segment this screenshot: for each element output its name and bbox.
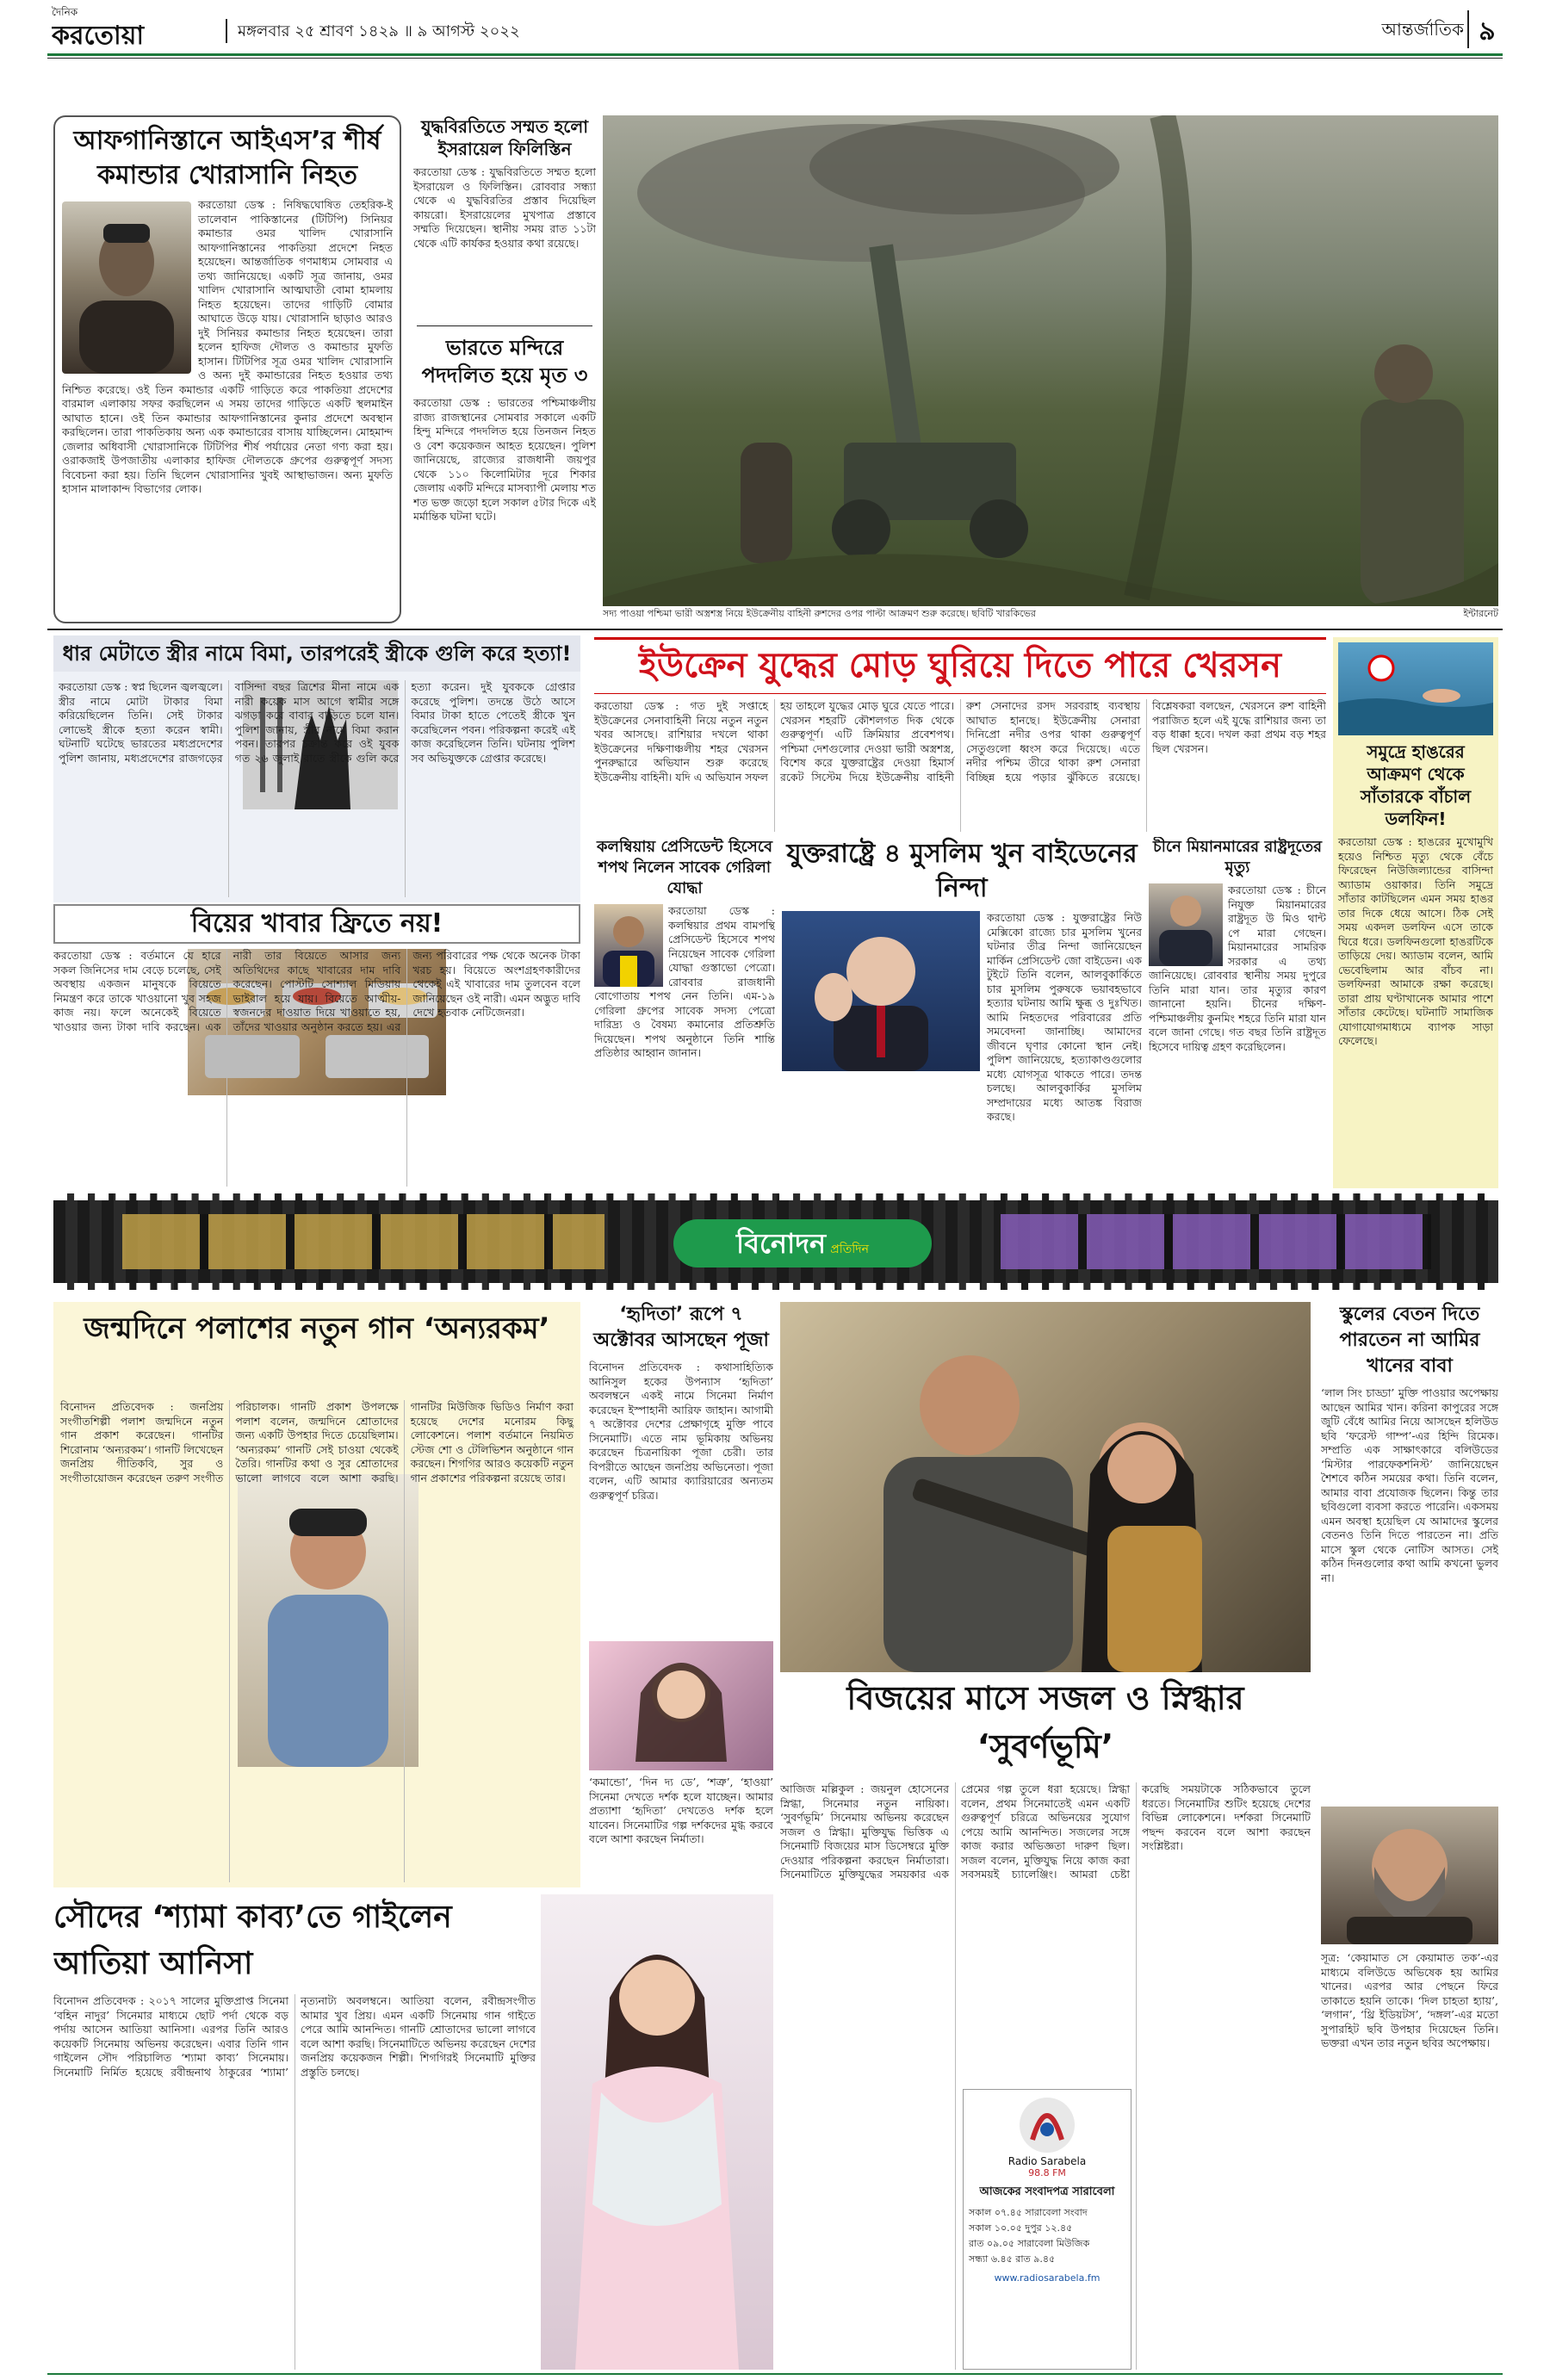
colombia-photo — [594, 904, 663, 987]
food-body: করতোয়া ডেস্ক : বর্তমানে যে হারে সকল জিনিসের দাম বেড়ে চলেছে, সেই অবস্থায় একজন মানুষকে বিয়েতে নিমন্ত্রণ করে তাকে খাওয়ানো খুব সহজ কাজ নয়। ফলে অনেকেই বিয়েতে খাওয়ার জন্য টাকা দাবি করছেন। এক নারী তার বিয়েতে আসার জন্য অতিথিদের কাছে খাবারের দাম দাবি করেছেন। পোস্টটি সোশ্যাল মিডিয়ায় ভাইরাল হয়ে যায়। বিয়েতে আত্মীয়-স্বজনদের দাওয়াত দিয়ে খাওয়াতে হয়, তাঁদের খাওয়ার অনুষ্ঠান করতে হয়। এর জন্য পরিবারের পক্ষ থেকে অনেক টাকা খরচ হয়। বিয়েতে অংশগ্রহণকারীদের থেকেই এই খাবারের দাম তুলবেন বলে জানিয়েছেন ওই নারী। এমন অদ্ভুত দাবি দেখে হতবাক নেটিজেনরা। — [53, 949, 580, 1033]
shark-headline: সমুদ্রে হাঙরের আক্রমণ থেকে সাঁতারকে বাঁচাল ডলফিন! — [1360, 741, 1472, 829]
film-frames — [122, 1214, 604, 1269]
masthead-rule-thin — [47, 58, 1503, 59]
atia-body: বিনোদন প্রতিবেদক : ২০১৭ সালের মুক্তিপ্রাপ্ত সিনেমা ‘বহিন নাদুর’ সিনেমার মাধ্যমে ছোট পর্দা থেকে বড় পর্দায় আসেন আতিয়া আনিসা। এরপর তিনি আরও কয়েকটি সিনেমায় অভিনয় করেছেন। এবার তিনি গান গাইলেন সৌদ পরিচালিত ‘শ্যামা কাব্য’ সিনেমায়। সিনেমাটি নির্মিত হয়েছে রবীন্দ্রনাথ ঠাকুরের ‘শ্যামা’ নৃত্যনাট্য অবলম্বনে। আতিয়া বলেন, রবীন্দ্রসংগীত আমার খুব প্রিয়। এমন একটি সিনেমায় গান গাইতে পেরে আমি আনন্দিত। গানটি শ্রোতাদের ভালো লাগবে বলে আশা করছি। সিনেমাটিতে অভিনয় করেছেন দেশের জনপ্রিয় কয়েকজন শিল্পী। শিগগিরই সিনেমাটি মুক্তির প্রস্তুতি চলছে। — [53, 1994, 536, 2079]
masthead-rule — [47, 53, 1503, 56]
artillery-caption: সদ্য পাওয়া পশ্চিমা ভারী অস্ত্রশস্ত্র নিয়ে ইউক্রেনীয় বাহিনী রুশদের ওপর পাল্টা আক্রমণ শুরু করেছে। ছবিটি খারকিভের — [603, 608, 1036, 619]
page-number: ৯ — [1467, 10, 1505, 48]
afghan-photo — [62, 201, 191, 374]
aamir-portrait-icon — [1321, 1807, 1498, 1944]
logo-text: করতোয়া — [52, 21, 145, 50]
biden-portrait-icon — [782, 911, 980, 1071]
puja-body: বিনোদন প্রতিবেদক : কথাসাহিত্যিক আনিসুল হকের উপন্যাস ‘হৃদিতা’ অবলম্বনে একই নামে সিনেমা নির্মাণ করেছেন ইস্পাহানী আরিফ জাহান। আগামী ৭ অক্টোবর দেশের প্রেক্ষাগৃহে মুক্তি পাবে সিনেমাটি। এতে নাম ভূমিকায় অভিনয় করেছেন চিত্রনায়িকা পূজা চেরী। তার বিপরীতে আছেন জনপ্রিয় অভিনেতা। পূজা বলেন, এটি আমার ক্যারিয়ারের অন্যতম গুরুত্বপূর্ণ চরিত্র। — [589, 1360, 773, 1502]
puja-body-2: ‘কমান্ডো’, ‘দিন দ্য ডে’, ‘শত্রু’, ‘হাওয়া’ সিনেমা দেখতে দর্শক হলে যাচ্ছেন। আমার প্রত্যাশা ‘হৃদিতা’ দেখতেও দর্শক হলে যাবেন। সিনেমাটির গল্প দর্শকদের মুগ্ধ করবে বলে আশা করছেন নির্মাতা। — [589, 1776, 773, 1845]
radio-name: Radio Sarabela — [1008, 2155, 1087, 2167]
ceasefire-divider — [417, 325, 592, 326]
entertainment-banner — [53, 1193, 1498, 1290]
shark-body: করতোয়া ডেস্ক : হাঙরের মুখোমুখি হয়েও নিশ্চিত মৃত্যু থেকে বেঁচে ফিরেছেন নিউজিল্যান্ডের বাসিন্দা অ্যাডাম ওয়াকার। তিনি সমুদ্রে সাঁতার কাটছিলেন এমন সময় হাঙর তার দিকে ধেয়ে আসে। ঠিক সেই সময় একদল ডলফিন এসে তাকে ঘিরে ধরে। ডলফিনগুলো হাঙরটিকে তাড়িয়ে দেয়। অ্যাডাম বলেন, আমি ভেবেছিলাম আর বাঁচব না। ডলফিনরা আমাকে রক্ষা করেছে। তারা প্রায় ঘণ্টাখানেক আমার পাশে সাঁতার কেটেছে। ঘটনাটি সামাজিক যোগাযোগমাধ্যমে ব্যাপক সাড়া ফেলেছে। — [1338, 835, 1493, 1047]
afghan-headline: আফগানিস্তানে আইএস’র শীর্ষ কমান্ডার খোরাসানি নিহত — [73, 126, 381, 190]
banner-label-box — [673, 1219, 932, 1267]
masthead — [0, 0, 1550, 53]
aamir-body: ‘লাল সিং চাড্ডা’ মুক্তি পাওয়ার অপেক্ষায় আছেন আমির খান। করিনা কাপুরের সঙ্গে জুটি বেঁধে আমির নিয়ে আসছেন হলিউড ছবি ‘ফরেস্ট গাম্প’-এর হিন্দি রিমেক। সম্প্রতি এক সাক্ষাৎকারে বলিউডের ‘মিস্টার পারফেকশনিস্ট’ জানিয়েছেন শৈশবে কঠিন সময়ের কথা। তিনি বলেন, আমার বাবা প্রযোজক ছিলেন। কিন্তু তার ছবিগুলো ব্যবসা করতে পারেনি। একসময় এমন অবস্থা হয়েছিল যে আমাদের স্কুলের বেতনও তিনি দিতে পারতেন না। প্রতি মাসে স্কুল থেকে নোটিস আসত। সেই কঠিন দিনগুলোর কথা আমি কখনো ভুলব না। — [1321, 1386, 1498, 1584]
ambassador-portrait-icon — [1149, 883, 1223, 966]
biden-story — [782, 837, 1142, 1188]
food-story — [53, 904, 580, 1188]
film-still-illustration — [780, 1302, 1311, 1672]
section-rule-1 — [47, 629, 1503, 630]
palash-body: বিনোদন প্রতিবেদক : জনপ্রিয় সংগীতশিল্পী পলাশ জন্মদিনে নতুন গান প্রকাশ করেছেন। গানটির শিরোনাম ‘অন্যরকম’। গানটি লিখেছেন জনপ্রিয় গীতিকবি, সুর ও সংগীতায়োজন করেছেন তরুণ সংগীত পরিচালক। গানটি প্রকাশ উপলক্ষে পলাশ বলেন, জন্মদিনে শ্রোতাদের জন্য একটি উপহার দিতে চেয়েছিলাম। ‘অন্যরকম’ গানটি সেই চাওয়া থেকেই তৈরি। গানটির কথা ও সুর শ্রোতাদের ভালো লাগবে বলে আশা করছি। গানটির মিউজিক ভিডিও নির্মাণ করা হয়েছে দেশের মনোরম কিছু লোকেশনে। পলাশ বর্তমানে নিয়মিত স্টেজ শো ও টেলিভিশন অনুষ্ঠানে গান করছেন। শিগগির আরও কয়েকটি নতুন গান প্রকাশের পরিকল্পনা রয়েছে তার। — [60, 1400, 574, 1484]
myanmar-photo — [1149, 883, 1223, 966]
insurance-body: করতোয়া ডেস্ক : স্বপ্ন ছিলেন জ্বলজ্বলে। স্ত্রীর নামে মোটা টাকার বিমা করিয়েছিলেন তিনি। সেই টাকার লোভেই স্ত্রীকে হত্যা করেন স্বামী। ঘটনাটি ঘটেছে ভারতের মধ্যপ্রদেশের পুলিশ জানায়, মধ্যপ্রদেশের রাজগড়ের বাসিন্দা বছর ত্রিশের মীনা নামে এক নারী কয়েক মাস আগে স্বামীর সঙ্গে ঝগড়া করে বাবার বাড়িতে চলে যান। পুলিশ জানায়, স্ত্রীর নামে বিমা করান পবন। তারপর চক্রান্ত করে ওই যুবক গত ২৬ জুলাই রাতে স্ত্রীকে গুলি করে হত্যা করেন। দুই যুবককে গ্রেপ্তার করেছে পুলিশ। তদন্তে উঠে আসে বিমার টাকা হাতে পেতেই স্ত্রীকে খুন করেছিলেন পবন। পরিকল্পনা করেই এই কাজ করেছিলেন তিনি। ঘটনায় পুলিশ সব অভিযুক্তকে গ্রেপ্তার করেছে। — [59, 680, 575, 765]
biden-body: করতোয়া ডেস্ক : যুক্তরাষ্ট্রের নিউ মেক্সিকো রাজ্যে চার মুসলিম খুনের ঘটনার তীব্র নিন্দা জানিয়েছেন মার্কিন প্রেসিডেন্ট জো বাইডেন। এক টুইটে তিনি বলেন, আলবুকার্কিতে চার মুসলিম পুরুষকে ভয়াবহভাবে হত্যার ঘটনায় আমি ক্ষুব্ধ ও দুঃখিত। আমি নিহতদের পরিবারের প্রতি সমবেদনা জানাচ্ছি। আমাদের জীবনে ঘৃণার কোনো স্থান নেই। পুলিশ জানিয়েছে, হত্যাকাণ্ডগুলোর মধ্যে যোগসূত্র থাকতে পারে। তদন্ত চলছে। আলবুকার্কির মুসলিম সম্প্রদায়ের মধ্যে আতঙ্ক বিরাজ করছে। — [987, 911, 1142, 1123]
artillery-photo — [603, 115, 1498, 606]
aamir-photo — [1321, 1807, 1498, 1944]
radio-url[interactable]: www.radiosarabela.fm — [994, 2272, 1100, 2284]
puja-story — [589, 1302, 773, 1887]
kherson-headline: ইউক্রেন যুদ্ধের মোড় ঘুরিয়ে দিতে পারে খেরসন — [639, 646, 1281, 685]
radio-schedule-row: সকাল ০৭.৪৫ সারাবেলা সংবাদ — [969, 2207, 1088, 2218]
ceasefire-headline: যুদ্ধবিরতিতে সম্মত হলো ইসরায়েল ফিলিস্তিন — [420, 116, 589, 159]
artillery-credit: ইন্টারনেট — [1463, 608, 1498, 619]
president-portrait-icon — [594, 904, 663, 987]
food-headline: বিয়ের খাবার ফ্রিতে নয়! — [53, 904, 580, 944]
swimmer-icon — [1338, 642, 1493, 735]
radio-schedule-row: রাত ০৯.০৫ সারাবেলা মিউজিক — [969, 2238, 1090, 2249]
atia-story — [53, 1894, 773, 2370]
shark-story — [1333, 637, 1498, 1188]
aamir-headline: স্কুলের বেতন দিতে পারতেন না আমির খানের বাবা — [1339, 1304, 1480, 1377]
masthead-date: মঙ্গলবার ২৫ শ্রাবণ ১৪২৯ ॥ ৯ আগস্ট ২০২২ — [226, 19, 828, 43]
radio-schedule-row: সকাল ১০.০৫ দুপুর ১২.৪৫ — [969, 2222, 1073, 2234]
banner-label: বিনোদন — [736, 1227, 827, 1260]
kherson-headline-box — [594, 637, 1326, 694]
aamir-story — [1321, 1302, 1498, 2370]
radio-logo-icon — [1017, 2095, 1077, 2155]
colombia-story — [594, 837, 775, 1188]
masthead-logo — [52, 5, 224, 50]
puja-photo — [589, 1641, 773, 1770]
insurance-story — [53, 635, 580, 902]
palash-headline: জন্মদিনে পলাশের নতুন গান ‘অন্যরকম’ — [84, 1311, 550, 1346]
banner-sub: প্রতিদিন — [830, 1243, 869, 1256]
biden-headline: যুক্তরাষ্ট্রে ৪ মুসলিম খুন বাইডেনের নিন্দা — [786, 839, 1138, 903]
colombia-headline: কলম্বিয়ায় প্রেসিডেন্ট হিসেবে শপথ নিলেন সাবেক গেরিলা যোদ্ধা — [596, 838, 773, 897]
section-name: আন্তর্জাতিক — [1381, 19, 1464, 40]
india-story — [413, 334, 596, 623]
person-silhouette-icon — [62, 201, 191, 374]
actress-portrait-icon — [589, 1641, 773, 1770]
biden-photo — [782, 911, 980, 1071]
myanmar-story — [1149, 837, 1326, 1188]
bijoy-body: আজিজ মল্লিকুল : জয়নুল হোসেনের স্নিগ্ধা, সিনেমার নতুন নায়িকা। ‘সুবর্ণভূমি’ সিনেমায় অভিনয় করেছেন সজল ও স্নিগ্ধা। মুক্তিযুদ্ধ ভিত্তিক এ সিনেমাটি বিজয়ের মাস ডিসেম্বরে মুক্তি দেওয়ার পরিকল্পনা করছেন নির্মাতারা। সিনেমাটিতে মুক্তিযুদ্ধের সময়কার এক প্রেমের গল্প তুলে ধরা হয়েছে। স্নিগ্ধা বলেন, প্রথম সিনেমাতেই এমন একটি গুরুত্বপূর্ণ চরিত্রে অভিনয়ের সুযোগ পেয়ে আমি আনন্দিত। সজলের সঙ্গে কাজ করার অভিজ্ঞতা দারুণ ছিল। সজল বলেন, মুক্তিযুদ্ধ নিয়ে কাজ করা সবসময়ই চ্যালেঞ্জিং। আমরা চেষ্টা করেছি সময়টাকে সঠিকভাবে তুলে ধরতে। সিনেমাটির শুটিং হয়েছে দেশের বিভিন্ন লোকেশনে। দর্শকরা সিনেমাটি পছন্দ করবেন বলে আশা করছেন সংশ্লিষ্টরা। — [780, 1782, 1311, 1881]
footer-rule — [47, 2373, 1503, 2375]
afghan-body: করতোয়া ডেস্ক : নিষিদ্ধঘোষিত তেহরিক-ই তালেবান পাকিস্তানের (টিটিপি) সিনিয়র কমান্ডার ওমর খালিদ খোরাসানি আফগানিস্তানের পাকতিয়া প্রদেশে নিহত হয়েছেন। আন্তর্জাতিক গণমাধ্যম সোমবার এ তথ্য জানিয়েছে। একটি সূত্র জানায়, ওমর খালিদ খোরাসানি আত্মঘাতী বোমা হামলায় নিহত হয়েছেন। তাদের গাড়িটি বোমার আঘাতে উড়ে যায়। খোরাসানি ছাড়াও আরও দুই সিনিয়র কমান্ডার নিহত হয়েছেন। তারা হলেন হাফিজ দৌলত ও কমান্ডার মুফতি হাসান। টিটিপির সূত্র ওমর খালিদ খোরাসানি ও অন্য দুই কমান্ডারের নিহত হওয়ার তথ্য নিশ্চিত করেছে। ওই তিন কমান্ডার একটি গাড়িতে করে পাকতিয়া প্রদেশের বারমাল এলাকায় সফর করছিলেন এ সময় তাদের গাড়িতে একটি স্থলমাইন আঘাত হানে। ওই তিন কমান্ডার আফগানিস্তানের কুনার প্রদেশে অবস্থান করছিলেন। তারা পাকতিকায় অন্য এক কমান্ডারের বাসায় যাচ্ছিলেন। মোহমান্দ জেলার অধিবাসী খোরাসানিকে টিটিপির শীর্ষ পর্যায়ের নেতা গণ্য করা হয়। ওরাকজাই উপজাতীয় এলাকার হাফিজ দৌলতকে গ্রুপের গুরুত্বপূর্ণ সদস্য বিবেচনা করা হয়। তিনি ছিলেন খোরাসানির খুবই আস্থাভাজন। অন্য মুফতি হাসান মালাকান্দ বিভাগের লোক। — [62, 198, 393, 495]
radio-title: আজকের সংবাদপত্র সারাবেলা — [979, 2185, 1115, 2198]
radio-frequency: 98.8 FM — [1028, 2167, 1066, 2179]
logo-small: দৈনিক — [52, 6, 78, 18]
artillery-illustration — [603, 115, 1498, 606]
kherson-body: করতোয়া ডেস্ক : গত দুই সপ্তাহে ইউক্রেনের সেনাবাহিনী নিয়ে নতুন নতুন খবর আসছে। রাশিয়ার দখলে থাকা ইউক্রেনের দক্ষিণাঞ্চলীয় শহর খেরসন পুনরুদ্ধারে অভিযান শুরু করেছে ইউক্রেনীয় বাহিনী। যদি এ অভিযান সফল হয় তাহলে যুদ্ধের মোড় ঘুরে যেতে পারে। খেরসন শহরটি কৌশলগত দিক থেকে গুরুত্বপূর্ণ। এটি ক্রিমিয়ার প্রবেশপথ। পশ্চিমা দেশগুলোর দেওয়া ভারী অস্ত্রশস্ত্র, বিশেষ করে যুক্তরাষ্ট্রের দেওয়া হিমার্স রকেট সিস্টেম দিয়ে ইউক্রেনীয় বাহিনী রুশ সেনাদের রসদ সরবরাহ ব্যবস্থায় আঘাত হানছে। ইউক্রেনীয় সেনারা দিনিপ্রো নদীর ওপর থাকা গুরুত্বপূর্ণ সেতুগুলো ধ্বংস করে দিয়েছে। এতে নদীর পশ্চিম তীরে থাকা রুশ সেনারা বিচ্ছিন্ন হয়ে পড়ার ঝুঁকিতে রয়েছে। বিশ্লেষকরা বলছেন, খেরসনে রুশ বাহিনী পরাজিত হলে এই যুদ্ধে রাশিয়ার জন্য তা বড় ধাক্কা হবে। দখল করা প্রথম বড় শহর ছিল খেরসন। — [594, 699, 1326, 784]
radio-ad — [963, 2089, 1132, 2370]
india-headline: ভারতে মন্দিরে পদদলিত হয়ে মৃত ৩ — [421, 336, 588, 387]
bijoy-headline: বিজয়ের মাসে সজল ও স্নিগ্ধার ‘সুবর্ণভূমি’ — [846, 1679, 1244, 1765]
palash-story — [53, 1302, 580, 1887]
india-body: করতোয়া ডেস্ক : ভারতের পশ্চিমাঞ্চলীয় রাজ্য রাজস্থানের সোমবার সকালে একটি হিন্দু মন্দিরে পদদলিত হয়ে তিনজন নিহত ও বেশ কয়েকজন আহত হয়েছেন। পুলিশ জানিয়েছে, রাজ্যের রাজধানী জয়পুর থেকে ১১০ কিলোমিটার দূরে শিকার জেলায় একটি মন্দিরে মাসব্যাপী মেলায় শত শত ভক্ত জড়ো হলে সকাল ৫টার দিকে এই মর্মান্তিক ঘটনা ঘটে। — [413, 396, 596, 523]
myanmar-body: করতোয়া ডেস্ক : চীনে নিযুক্ত মিয়ানমারের রাষ্ট্রদূত উ মিও থান্ট পে মারা গেছেন। মিয়ানমারের সামরিক সরকার এ তথ্য জানিয়েছে। রোববার স্থানীয় সময় দুপুরে তিনি মারা যান। তার মৃত্যুর কারণ জানানো হয়নি। চীনের দক্ষিণ-পশ্চিমাঞ্চলীয় কুনমিং শহরে তিনি মারা যান বলে জানা গেছে। গত বছর তিনি রাষ্ট্রদূত হিসেবে দায়িত্ব গ্রহণ করেছিলেন। — [1149, 883, 1326, 1053]
puja-headline: ‘হৃদিতা’ রূপে ৭ অক্টোবর আসছেন পূজা — [593, 1304, 769, 1351]
atia-photo — [541, 1894, 773, 2370]
shark-photo — [1338, 642, 1493, 735]
atia-headline: সৌদের ‘শ্যামা কাব্য’তে গাইলেন আতিয়া আনিসা — [53, 1900, 452, 1981]
insurance-headline: ধার মেটাতে স্ত্রীর নামে বিমা, তারপরেই স্ত্রীকে গুলি করে হত্যা! — [53, 635, 580, 672]
colombia-body: করতোয়া ডেস্ক : কলম্বিয়ার প্রথম বামপন্থি প্রেসিডেন্ট হিসেবে শপথ নিয়েছেন সাবেক গেরিলা যোদ্ধা গুস্তাভো পেত্রো। রোববার রাজধানী বোগোতায় শপথ নেন তিনি। এম-১৯ গেরিলা গ্রুপের সাবেক সদস্য পেত্রো দারিদ্র্য ও বৈষম্য কমানোর প্রতিশ্রুতি দিয়েছেন। শপথ অনুষ্ঠানে তিনি শান্তি প্রতিষ্ঠার আহ্বান জানান। — [594, 904, 775, 1059]
myanmar-headline: চীনে মিয়ানমারের রাষ্ট্রদূতের মৃত্যু — [1152, 838, 1323, 877]
singer-atia-illustration — [541, 1894, 773, 2370]
ceasefire-body: করতোয়া ডেস্ক : যুদ্ধবিরতিতে সম্মত হলো ইসরায়েল ও ফিলিস্তিন। রোববার সন্ধ্যা থেকে এ যুদ্ধবিরতির প্রস্তাব দিয়েছিল কায়রো। ইসরায়েলের মুখপাত্র প্রস্তাবে সম্মতি দিয়েছেন। স্থানীয় সময় রাত ১১টা থেকে এটি কার্যকর হওয়ার কথা রয়েছে। — [413, 165, 596, 250]
film-frames-right — [1001, 1214, 1431, 1269]
ceasefire-story — [413, 115, 596, 322]
afghan-story — [53, 115, 401, 623]
radio-schedule-row: সন্ধ্যা ৬.৪৫ রাত ৯.৪৫ — [969, 2253, 1056, 2265]
aamir-body-2: সূত্র: ‘কেয়ামাত সে কেয়ামাত তক’-এর মাধ্যমে বলিউডে অভিষেক হয় আমির খানের। এরপর আর পেছনে ফিরে তাকাতে হয়নি তাকে। ‘দিল চাহতা হ্যায়’, ‘লগান’, ‘থ্রি ইডিয়টস’, ‘দঙ্গল’-এর মতো সুপারহিট ছবি উপহার দিয়েছেন তিনি। ভক্তরা এখন তার নতুন ছবির অপেক্ষায়। — [1321, 1951, 1498, 2049]
sajal-photo — [780, 1302, 1311, 1672]
